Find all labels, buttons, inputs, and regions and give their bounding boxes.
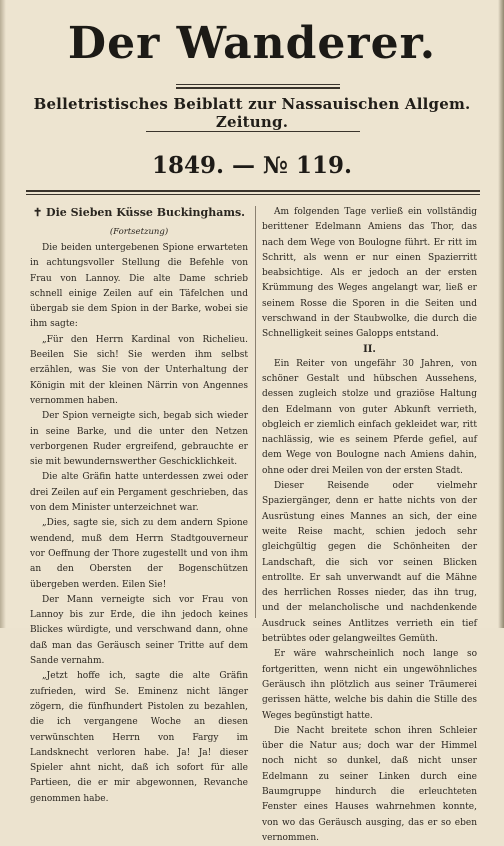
paragraph: Ein Reiter von ungefähr 30 Jahren, von schöner Gestalt und hübschen Aussehens, dessen zugleich stolze und graziöse Haltung den Edelmann von guter Abkunft verrieth, obgleich er ziemlich einfach gekleidet war, ritt nachlässig, wie es seinem Pferde gefiel, auf dem Wege von Boulogne nach Amiens dahin, ohne oder drei Meilen von der ersten Stadt. (262, 358, 477, 476)
header-rule-2 (26, 194, 480, 195)
issue-year: 1849. (151, 152, 224, 179)
continuation-note: (Fortsetzung) (109, 227, 169, 237)
paragraph: Der Spion verneigte sich, begab sich wieder in seine Barke, und die unter den Netzen verborgenen Ruder ergreifend, gebrauchte er sie mit bewundernswerther Geschicklichkeit. (30, 411, 248, 468)
paragraph: „Dies, sagte sie, sich zu dem andern Spione wendend, muß dem Herrn Stadtgouverneur vor Oeffnung der Thore zugestellt und von ihm an den Obersten der Bogenschützen übergeben werden. Eilen Sie! (30, 518, 248, 590)
issue-line (0, 152, 504, 179)
paragraph: „Jetzt hoffe ich, sagte die alte Gräfin zufrieden, wird Se. Eminenz nicht länger zögern, die fünfhundert Pistolen zu bezahlen, die ich vergangene Woche an diesen verwünschten Herrn von Fargy im Landsknecht verloren habe. Ja! Ja! dieser Spieler ahnt nicht, daß ich sofort für alle Partieen, die er mir abgewonnen, Revanche genommen habe. (30, 671, 248, 804)
section-number: II. (363, 343, 376, 355)
paragraph: Er wäre wahrscheinlich noch lange so fortgeritten, wenn nicht ein ungewöhnliches Geräusch ihn plötzlich aus seiner Träumerei gerissen hätte, welche bis dahin die Stille des Weges begünstigt hatte. (262, 649, 477, 721)
masthead-title: Der Wanderer. (67, 18, 437, 69)
header-rule-1 (26, 190, 480, 192)
issue-dash: — (232, 152, 255, 179)
masthead-rule-bottom (176, 87, 340, 89)
column-divider (255, 206, 256, 618)
paragraph: Dieser Reisende oder vielmehr Spaziergänger, denn er hatte nichts von der Ausrüstung eines Mannes an sich, der eine weite Reise macht, schien jedoch sehr gleichgültig gegen die Schönheiten der Landschaft, die sich vor seinen Blicken entrollte. Er sah unverwandt auf die Mähne des herrlichen Rosses nieder, das ihn trug, und der melancholische und nachdenkende Ausdruck seines Antlitzes verrieth ein tief betrübtes oder gelangweiltes Gemüth. (262, 481, 477, 645)
paragraph: „Für den Herrn Kardinal von Richelieu. Beeilen Sie sich! Sie werden ihm selbst erzählen, was Sie von der Unterhaltung der Königin mit der kleinen Närrin von Angennes vernommen haben. (30, 334, 248, 406)
paragraph: Am folgenden Tage verließ ein vollständig berittener Edelmann Amiens das Thor, das nach dem Wege von Boulogne führt. Er ritt im Schritt, als wenn er nur einen Spazierritt beabsichtige. Als er jedoch an der ersten Krümmung des Weges angelangt war, ließ er seinem Rosse die Sporen in die Seiten und verschwand in der Staubwolke, die durch die Schnelligkeit seines Galopps entstand. (262, 207, 477, 340)
paragraph: Die beiden untergebenen Spione erwarteten in achtungsvoller Stellung die Befehle von Frau von Lannoy. Die alte Dame schrieb schnell einige Zeilen auf ein Täfelchen und übergab sie dem Spion in der Barke, wobei sie ihm sagte: (30, 243, 248, 330)
paragraph: Der Mann verneigte sich vor Frau von Lannoy bis zur Erde, die ihn jedoch keines Blickes würdigte, und verschwand dann, ohne daß man das Geräusch seiner Tritte auf dem Sande vernahm. (30, 594, 248, 667)
right-column (262, 205, 477, 846)
article-heading: ✝ Die Sieben Küsse Buckinghams. (32, 206, 246, 219)
paragraph: Die Nacht breitete schon ihren Schleier über die Natur aus; doch war der Himmel noch nicht so dunkel, daß nicht unser Edelmann zu seiner Linken durch eine Baumgruppe hindurch die erleuchteten Fenster eines Hauses wahrnehmen konnte, von wo das Geräusch ausging, das er so eben vernommen. (262, 725, 477, 843)
subtitle-rule (146, 131, 360, 132)
left-column (30, 205, 248, 807)
issue-number: № 119. (263, 152, 353, 179)
masthead-rule-top (176, 84, 340, 85)
paragraph: Die alte Gräfin hatte unterdessen zwei oder drei Zeilen auf ein Pergament geschrieben, das von dem Minister unterzeichnet war. (30, 472, 248, 514)
subtitle: Belletristisches Beiblatt zur Nassauischen Allgem. Zeitung. (33, 95, 471, 131)
